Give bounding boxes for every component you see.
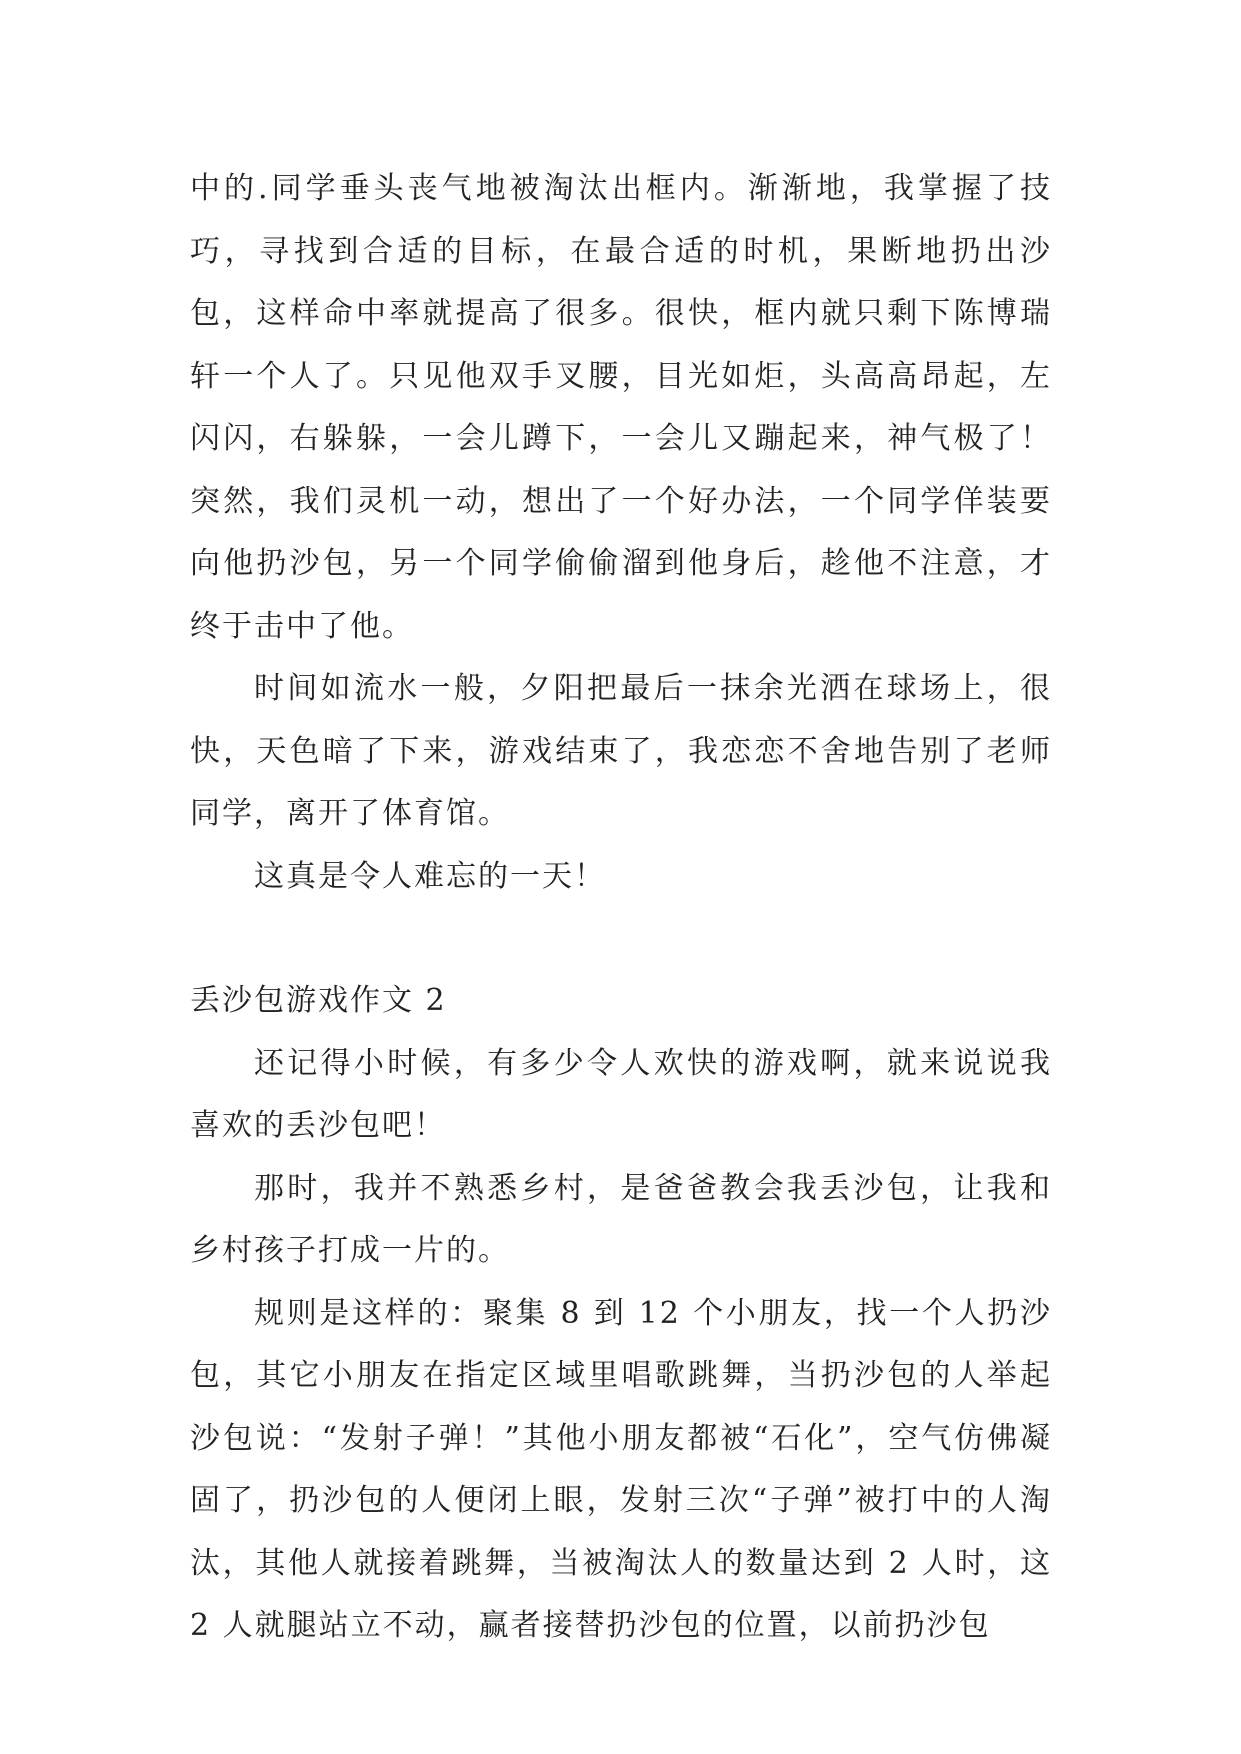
paragraph-memorable-day: 这真是令人难忘的一天！	[254, 858, 606, 894]
document-body	[190, 158, 1052, 1658]
paragraph-village: 那时，我并不熟悉乡村，是爸爸教会我丢沙包，让我和乡村孩子打成一片的。	[190, 1170, 1052, 1268]
paragraph-childhood: 还记得小时候，有多少令人欢快的游戏啊，就来说说我喜欢的丢沙包吧！	[190, 1045, 1052, 1143]
paragraph-rules: 规则是这样的：聚集 8 到 12 个小朋友，找一个人扔沙包，其它小朋友在指定区域里唱歌跳舞，当扔沙包的人举起沙包说：“发射子弹！”其他小朋友都被“石化”，空气仿佛凝固了，扔沙包的人便闭上眼，发射三次“子弹”被打中的人淘汰，其他人就接着跳舞，当被淘汰人的数量达到 2 人时，这 2 人就腿站立不动，赢者接替扔沙包的位置，以前扔沙包	[190, 1295, 1052, 1643]
paragraph-sunset: 时间如流水一般，夕阳把最后一抹余光洒在球场上，很快，天色暗了下来，游戏结束了，我恋恋不舍地告别了老师同学，离开了体育馆。	[190, 671, 1052, 831]
paragraph-continued: 中的.同学垂头丧气地被淘汰出框内。渐渐地，我掌握了技巧，寻找到合适的目标，在最合适的时机，果断地扔出沙包，这样命中率就提高了很多。很快，框内就只剩下陈博瑞轩一个人了。只见他双手叉腰，目光如炬，头高高昂起，左闪闪，右躲躲，一会儿蹲下，一会儿又蹦起来，神气极了！突然，我们灵机一动，想出了一个好办法，一个同学佯装要向他扔沙包，另一个同学偷偷溜到他身后，趁他不注意，才终于击中了他。	[190, 171, 1052, 644]
section-title: 丢沙包游戏作文 2	[190, 983, 447, 1018]
